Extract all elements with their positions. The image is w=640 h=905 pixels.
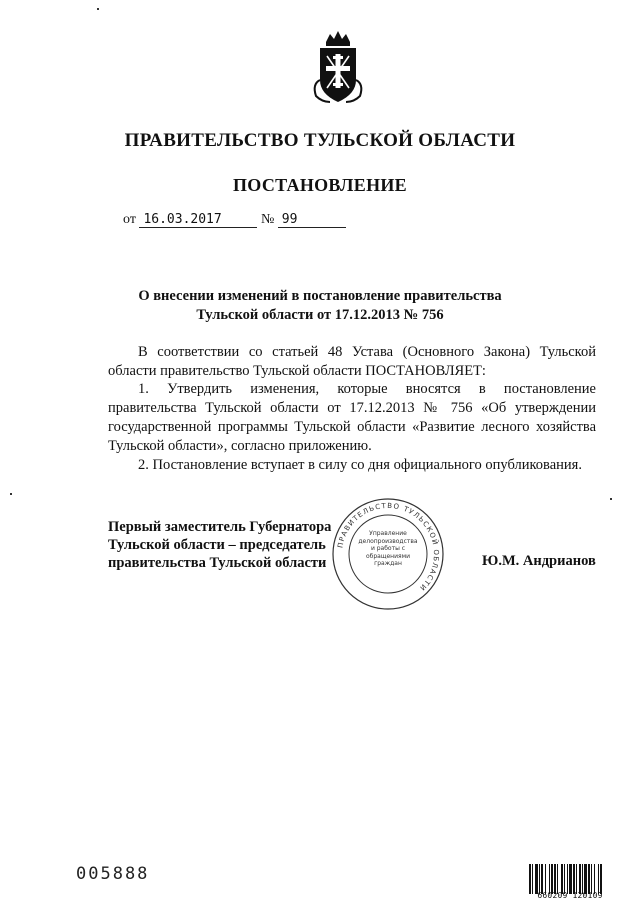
document-number: 99	[278, 212, 346, 228]
scan-speck	[610, 498, 612, 500]
barcode-bar	[594, 864, 595, 894]
barcode-bar	[600, 864, 602, 894]
number-prefix: №	[260, 212, 275, 227]
document-type-title: ПОСТАНОВЛЕНИЕ	[233, 175, 407, 195]
scan-speck	[97, 8, 99, 10]
barcode-bar	[576, 864, 577, 894]
barcode-bar	[569, 864, 572, 894]
signatory-title	[108, 518, 331, 572]
barcode-bar	[535, 864, 538, 894]
body-paragraph-2: 1. Утвердить изменения, которые вносятся в постановление правительства Тульской области от 17.12.2013 № 756 «Об утверждении государственной программы Тульской области «Развитие лесного хозяйства Тульской области», согласно приложению.	[108, 381, 596, 454]
subject-line-1: О внесении изменений в постановление правительства	[138, 288, 502, 304]
date-prefix: от	[123, 212, 136, 227]
document-meta-line	[123, 212, 346, 228]
barcode-bar	[557, 864, 558, 894]
organization-title: ПРАВИТЕЛЬСТВО ТУЛЬСКОЙ ОБЛАСТИ	[124, 130, 516, 151]
document-date: 16.03.2017	[139, 212, 257, 228]
subject-line-2: Тульской области от 17.12.2013 № 756	[196, 307, 444, 323]
barcode-bar	[573, 864, 575, 894]
barcode-bar	[588, 864, 590, 894]
stamp-inner-text: Управление делопроизводства и работы с обращениями граждан	[358, 530, 418, 567]
signatory-title-line-1: Первый заместитель Губернатора	[108, 519, 332, 535]
barcode-bar	[541, 864, 543, 894]
barcode-number: 660209 120109	[537, 891, 603, 900]
stamp-ring-text: ПРАВИТЕЛЬСТВО ТУЛЬСКОЙ ОБЛАСТИ	[336, 501, 441, 593]
barcode-bar	[551, 864, 553, 894]
barcode-bar	[561, 864, 563, 894]
signatory-title-line-3: правительства Тульской области	[108, 555, 327, 571]
signatory-title-line-2: Тульской области – председатель	[108, 537, 326, 553]
barcode-bar	[549, 864, 550, 894]
barcode-bar	[564, 864, 565, 894]
barcode-bar	[591, 864, 592, 894]
document-subject	[0, 287, 640, 325]
barcode-bar	[579, 864, 581, 894]
barcode-bar	[554, 864, 556, 894]
body-paragraph-1: В соответствии со статьей 48 Устава (Основного Закона) Тульской области правительство Тульской области ПОСТАНОВЛЯЕТ:	[108, 344, 596, 379]
body-paragraph-3: 2. Постановление вступает в силу со дня официального опубликования.	[138, 457, 582, 473]
barcode-bar	[582, 864, 583, 894]
document-serial-number: 005888	[76, 864, 150, 884]
official-seal-icon	[330, 496, 446, 612]
barcode-bar	[545, 864, 546, 894]
barcode-bar	[584, 864, 587, 894]
barcode-bar	[539, 864, 540, 894]
scan-speck	[10, 493, 12, 495]
barcode-bar	[567, 864, 568, 894]
barcode-bar	[598, 864, 599, 894]
tula-coat-of-arms-icon	[308, 28, 368, 108]
barcode-bar	[532, 864, 533, 894]
signatory-name: Ю.М. Андрианов	[482, 553, 596, 569]
barcode-bar	[529, 864, 531, 894]
